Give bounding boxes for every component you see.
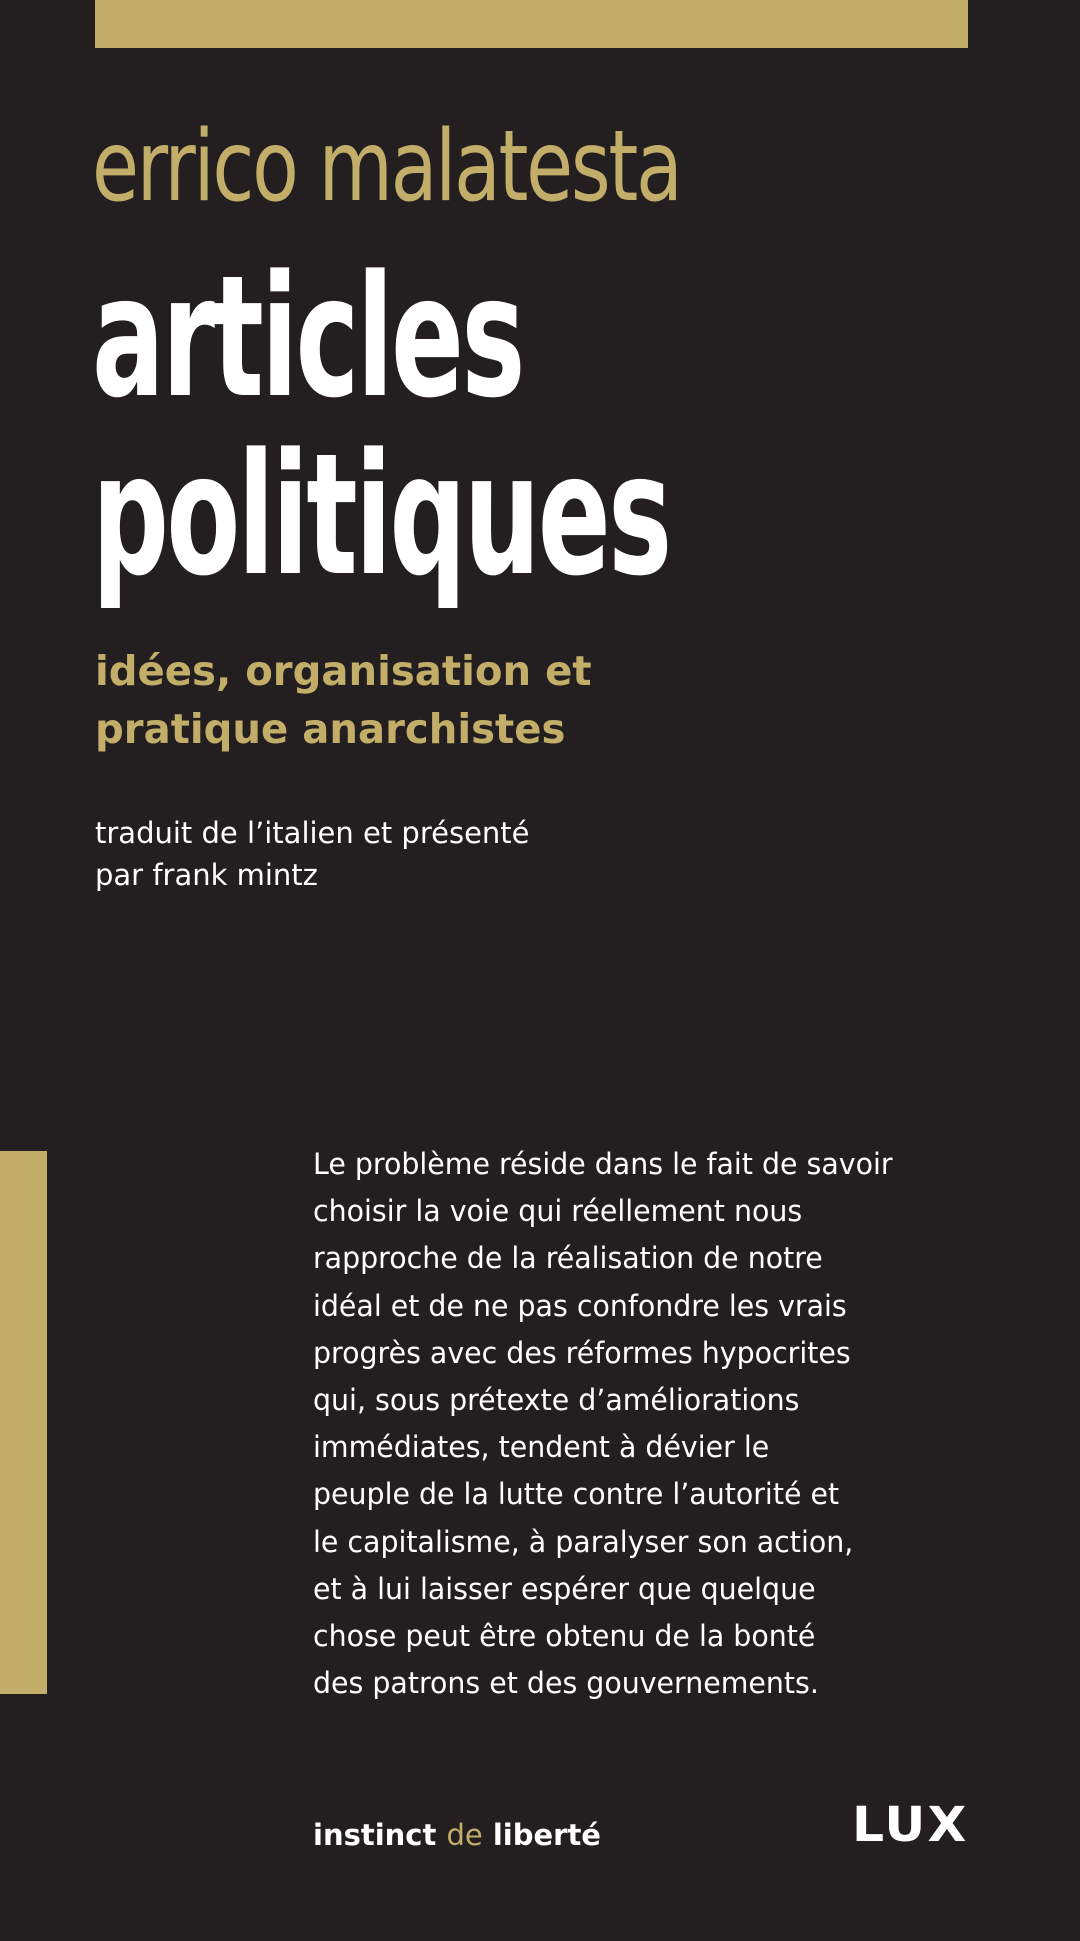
book-subtitle xyxy=(95,642,592,758)
quote-line: immédiates, tendent à dévier le xyxy=(313,1430,770,1465)
publisher-logo: LUX xyxy=(852,1797,969,1853)
translator-line: par frank mintz xyxy=(95,858,318,892)
quote-line: le capitalisme, à paralyser son action, xyxy=(313,1524,854,1559)
subtitle-line: pratique anarchistes xyxy=(95,705,566,753)
subtitle-line: idées, organisation et xyxy=(95,647,592,695)
quote-line: choisir la voie qui réellement nous xyxy=(313,1194,803,1229)
translator-line: traduit de l’italien et présenté xyxy=(95,816,530,850)
gold-side-bar xyxy=(0,1151,47,1694)
quote-line: rapproche de la réalisation de notre xyxy=(313,1241,823,1276)
collection-word: instinct xyxy=(313,1818,437,1852)
author-name: errico malatesta xyxy=(92,110,681,224)
book-title xyxy=(92,239,670,613)
book-title-line: articles xyxy=(92,239,523,435)
book-title-line: politiques xyxy=(92,417,670,613)
quote-line: progrès avec des réformes hypocrites xyxy=(313,1335,851,1370)
collection-word: liberté xyxy=(492,1818,601,1852)
gold-top-bar xyxy=(95,0,968,48)
quote-line: idéal et de ne pas confondre les vrais xyxy=(313,1288,847,1323)
quote-line: et à lui laisser espérer que quelque xyxy=(313,1571,816,1606)
translator-credit xyxy=(95,812,530,896)
collection-name xyxy=(313,1815,601,1855)
quote-line: qui, sous prétexte d’améliorations xyxy=(313,1383,800,1418)
quote-line: peuple de la lutte contre l’autorité et xyxy=(313,1477,840,1512)
quote-line: chose peut être obtenu de la bonté xyxy=(313,1619,816,1654)
quote-line: Le problème réside dans le fait de savoir xyxy=(313,1147,893,1181)
back-quote xyxy=(313,1141,893,1707)
collection-word-accent: de xyxy=(446,1818,483,1852)
quote-line: des patrons et des gouvernements. xyxy=(313,1666,819,1701)
